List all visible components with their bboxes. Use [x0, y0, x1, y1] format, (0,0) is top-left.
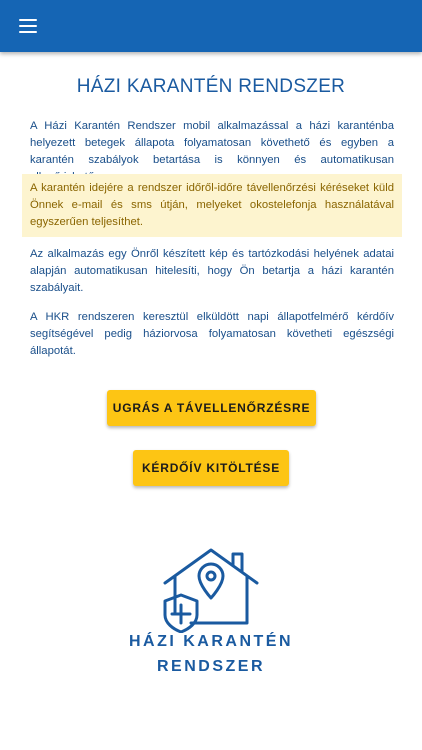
- logo-text-line1: HÁZI KARANTÉN: [128, 633, 294, 650]
- intro-paragraph: A Házi Karantén Rendszer mobil alkalmazással a házi karanténba helyezett betegek állapota folyamatosan követhető és egyben a karantén szabályok betartása is könnyen és automatikusan: [30, 120, 394, 166]
- highlight-paragraph: A karantén idejére a rendszer időről-időre távellenőrzési kéréseket küld Önnek e-mail és sms útján, melyeket okostelefonja használatával egyszerűen teljesíthet.: [30, 182, 394, 228]
- remote-check-button[interactable]: UGRÁS A TÁVELLENŐRZÉSRE: [107, 390, 316, 426]
- hamburger-menu-icon[interactable]: [12, 10, 44, 42]
- page-title: HÁZI KARANTÉN RENDSZER: [76, 76, 346, 97]
- logo-text-line2: RENDSZER: [156, 658, 265, 675]
- verification-paragraph: Az alkalmazás egy Önről készített kép és tartózkodási helyének adatai alapján automatikusan hitelesíti, hogy Ön betartja a házi karantén szabályait.: [30, 248, 394, 294]
- house-location-medical-logo-icon: [155, 543, 267, 633]
- questionnaire-button[interactable]: KÉRDŐÍV KITÖLTÉSE: [133, 450, 289, 486]
- questionnaire-paragraph: A HKR rendszeren keresztül elküldött napi állapotfelmérő kérdőív segítségével pedig háziorvosa folyamatosan követheti egészségi állapotát.: [30, 311, 394, 357]
- app-bar: [0, 0, 422, 52]
